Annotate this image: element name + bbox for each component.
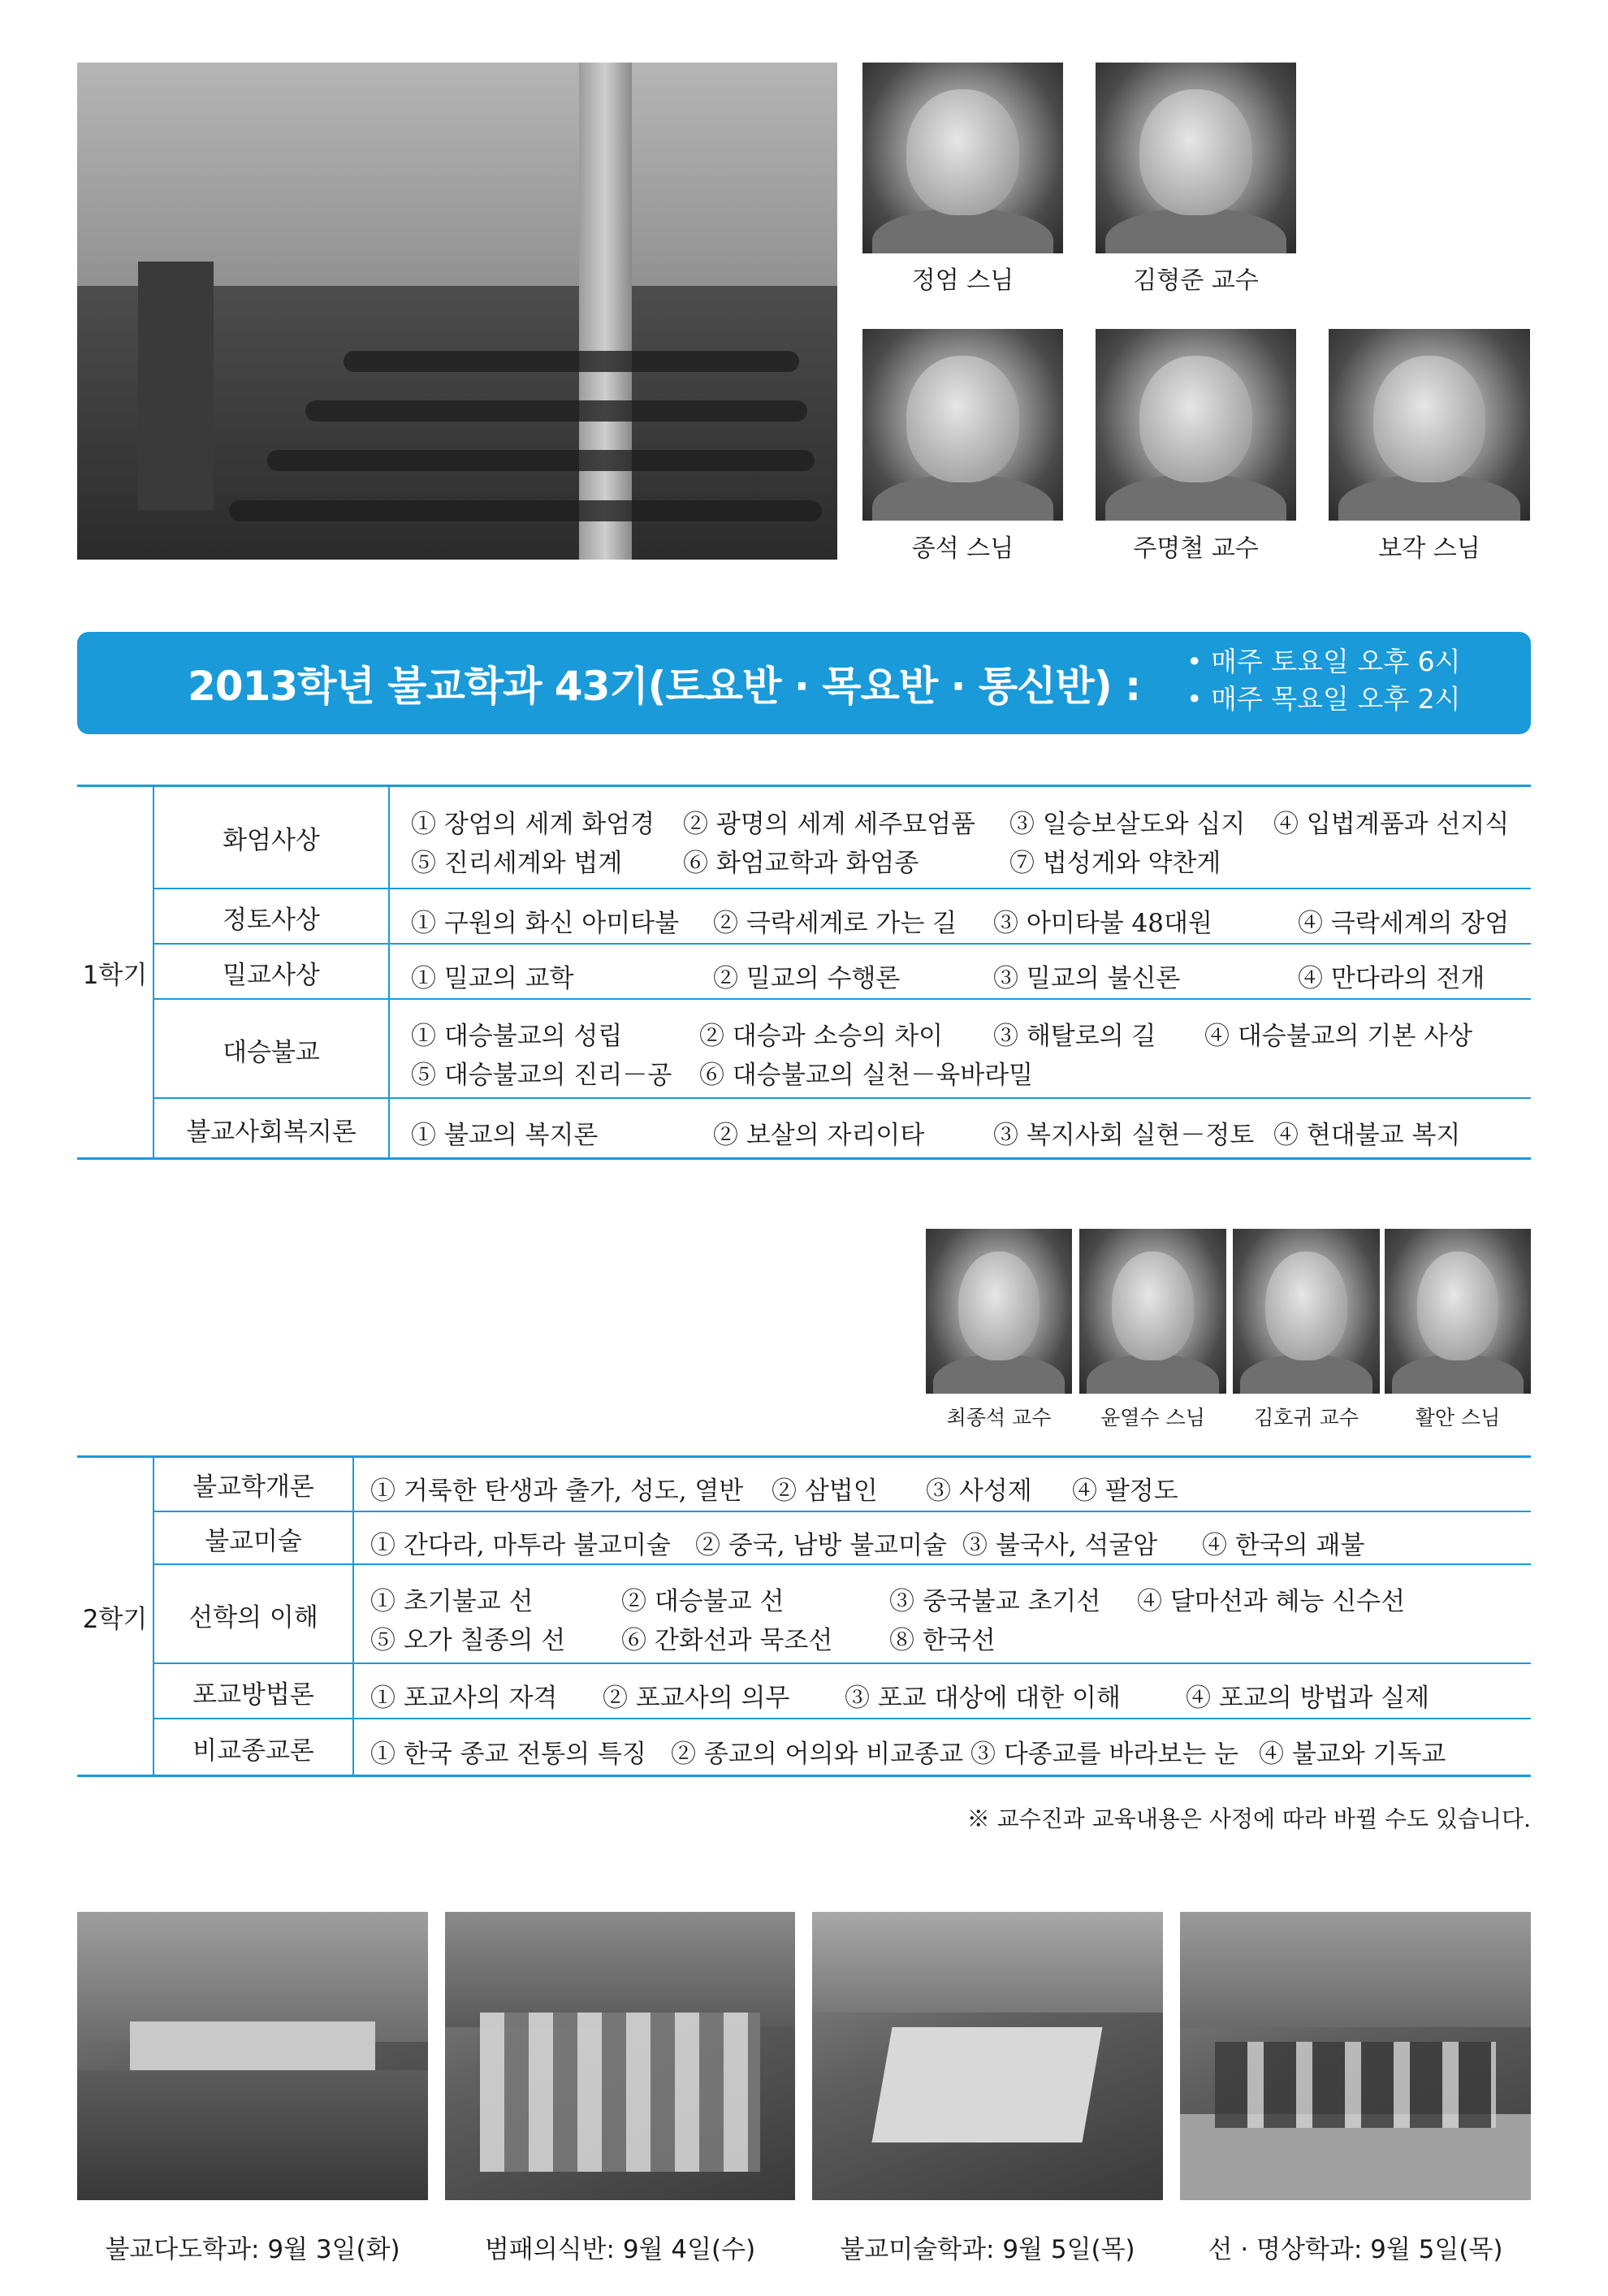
- course-topic: ① 장엄의 세계 화엄경: [411, 810, 655, 839]
- meditation-class-photo: [1180, 1912, 1531, 2200]
- course-topic: ② 광명의 세계 세주묘엄품: [683, 810, 976, 839]
- course-topic: ② 대승불교 선: [621, 1587, 785, 1616]
- lecture-hall-photo: [77, 63, 837, 560]
- course-name: 불교학개론: [154, 1458, 354, 1511]
- table-row: [154, 998, 1531, 1099]
- course-topic: ② 극락세계로 가는 길: [713, 909, 957, 938]
- table-row: [154, 1563, 1531, 1664]
- course-topic: ① 한국 종교 전통의 특징: [370, 1740, 646, 1769]
- caption-kimhyeongjun: 김형준 교수: [1133, 266, 1259, 295]
- course-topic: ③ 일승보살도와 십지: [1009, 810, 1246, 839]
- course-topic: ② 대승과 소승의 차이: [699, 1022, 944, 1051]
- course-name: 불교사회복지론: [154, 1099, 390, 1159]
- table-row: [154, 888, 1531, 945]
- course-name: 포교방법론: [154, 1664, 354, 1719]
- course-topic: ③ 중국불교 초기선: [889, 1587, 1101, 1616]
- table-row: [154, 787, 1531, 888]
- course-topic: ④ 만다라의 전개: [1298, 964, 1485, 993]
- course-name: 화엄사상: [154, 787, 390, 888]
- caption-bogak: 보각 스님: [1378, 534, 1480, 563]
- caption-art-class: 불교미술학과: 9월 5일(목): [840, 2235, 1135, 2264]
- caption-choijongseok: 최종석 교수: [946, 1406, 1052, 1429]
- caption-kimhogwi: 김호귀 교수: [1254, 1406, 1359, 1429]
- course-topic: ① 거룩한 탄생과 출가, 성도, 열반: [370, 1476, 744, 1506]
- course-topic: ② 중국, 남방 불교미술: [695, 1530, 947, 1560]
- course-topic: ⑤ 진리세계와 법계: [411, 849, 623, 878]
- table-row: [154, 1718, 1531, 1776]
- art-class-photo: [812, 1912, 1163, 2200]
- course-topic: ① 구원의 화신 아미타불: [411, 909, 680, 938]
- course-name: 선학의 이해: [154, 1565, 354, 1664]
- course-topic: ① 대승불교의 성립: [411, 1022, 623, 1051]
- course-topic: ④ 극락세계의 장엄: [1298, 909, 1510, 938]
- course-name: 불교미술: [154, 1512, 354, 1565]
- course-topic: ⑤ 대승불교의 진리－공: [411, 1061, 672, 1090]
- course-topic: ② 포교사의 의무: [603, 1684, 790, 1713]
- course-topic: ⑥ 대승불교의 실천－육바라밀: [699, 1061, 1034, 1090]
- course-topic: ④ 포교의 방법과 실제: [1186, 1684, 1430, 1713]
- table-row: [154, 1097, 1531, 1159]
- caption-yunyeolsu: 윤열수 스님: [1100, 1406, 1205, 1429]
- caption-meditation-class: 선 · 명상학과: 9월 5일(목): [1208, 2235, 1503, 2264]
- portrait-bogak: [1329, 329, 1530, 521]
- portrait-jeongeom: [862, 63, 1063, 253]
- course-topic: ④ 한국의 괘불: [1202, 1530, 1365, 1560]
- course-topic: ① 불교의 복지론: [411, 1121, 599, 1150]
- course-topic: ③ 다종교를 바라보는 눈: [970, 1740, 1239, 1769]
- table-row: [154, 943, 1531, 1000]
- course-topic: ⑧ 한국선: [889, 1626, 996, 1655]
- course-topic: ③ 복지사회 실현－정토: [993, 1121, 1255, 1150]
- schedule-saturday: • 매주 토요일 오후 6시: [1187, 646, 1461, 677]
- portrait-yunyeolsu: [1079, 1229, 1226, 1394]
- course-topic: ③ 밀교의 불신론: [993, 964, 1181, 993]
- table-row: [154, 1663, 1531, 1719]
- course-topic: ② 종교의 어의와 비교종교: [671, 1740, 964, 1769]
- portrait-jongseok: [862, 329, 1063, 521]
- caption-ritual-dance: 범패의식반: 9월 4일(수): [484, 2235, 756, 2264]
- course-topic: ② 삼법인: [772, 1476, 878, 1506]
- portrait-choijongseok: [926, 1229, 1072, 1394]
- caption-tea-ceremony: 불교다도학과: 9월 3일(화): [105, 2235, 400, 2264]
- semester1-label: 1학기: [77, 787, 154, 1157]
- ritual-dance-photo: [445, 1912, 795, 2200]
- caption-jongseok: 종석 스님: [911, 534, 1014, 563]
- semester1-table: [77, 785, 1531, 1160]
- course-topic: ① 초기불교 선: [370, 1587, 534, 1616]
- course-topic: ③ 해탈로의 길: [993, 1022, 1156, 1051]
- course-topic: ④ 달마선과 혜능 신수선: [1137, 1587, 1406, 1616]
- course-topic: ① 포교사의 자격: [370, 1684, 558, 1713]
- caption-jumyeongcheol: 주명철 교수: [1133, 534, 1259, 563]
- course-topic: ⑦ 법성게와 약찬게: [1009, 849, 1221, 878]
- course-topic: ⑤ 오가 칠종의 선: [370, 1626, 566, 1655]
- table-row: [154, 1458, 1531, 1511]
- course-topic: ⑥ 화엄교학과 화엄종: [683, 849, 919, 878]
- caption-hwalan: 활안 스님: [1415, 1406, 1501, 1429]
- course-topic: ④ 입법계품과 선지식: [1273, 810, 1510, 839]
- course-topic: ④ 불교와 기독교: [1259, 1740, 1446, 1769]
- banner-title: 2013학년 불교학과 43기(토요반 · 목요반 · 통신반) :: [188, 663, 1141, 710]
- course-topic: ③ 아미타불 48대원: [993, 909, 1212, 938]
- course-topic: ③ 사성제: [926, 1476, 1032, 1506]
- caption-jeongeom: 정엄 스님: [911, 266, 1014, 295]
- course-topic: ② 보살의 자리이타: [713, 1121, 925, 1150]
- course-name: 대승불교: [154, 1000, 390, 1099]
- banner-schedule: [1187, 643, 1460, 718]
- table-row: [154, 1511, 1531, 1565]
- course-banner: [77, 632, 1531, 734]
- course-topic: ④ 팔정도: [1072, 1476, 1178, 1506]
- course-topic: ① 밀교의 교학: [411, 964, 574, 993]
- schedule-thursday: • 매주 목요일 오후 2시: [1187, 683, 1461, 715]
- course-name: 비교종교론: [154, 1719, 354, 1776]
- semester2-table: [77, 1455, 1531, 1777]
- course-topic: ③ 포교 대상에 대한 이해: [845, 1684, 1121, 1713]
- portrait-kimhyeongjun: [1096, 63, 1296, 253]
- semester2-label: 2학기: [77, 1458, 154, 1775]
- course-topic: ④ 대승불교의 기본 사상: [1204, 1022, 1473, 1051]
- course-topic: ② 밀교의 수행론: [713, 964, 901, 993]
- course-name: 밀교사상: [154, 945, 390, 1000]
- portrait-kimhogwi: [1233, 1229, 1380, 1394]
- course-topic: ③ 불국사, 석굴암: [962, 1530, 1158, 1560]
- portrait-jumyeongcheol: [1096, 329, 1296, 521]
- course-name: 정토사상: [154, 889, 390, 945]
- course-topic: ① 간다라, 마투라 불교미술: [370, 1530, 671, 1560]
- course-topic: ⑥ 간화선과 묵조선: [621, 1626, 833, 1655]
- portrait-hwalan: [1385, 1229, 1531, 1394]
- course-topic: ④ 현대불교 복지: [1273, 1121, 1461, 1150]
- schedule-note: ※ 교수진과 교육내용은 사정에 따라 바뀔 수도 있습니다.: [966, 1805, 1531, 1832]
- tea-ceremony-photo: [77, 1912, 428, 2200]
